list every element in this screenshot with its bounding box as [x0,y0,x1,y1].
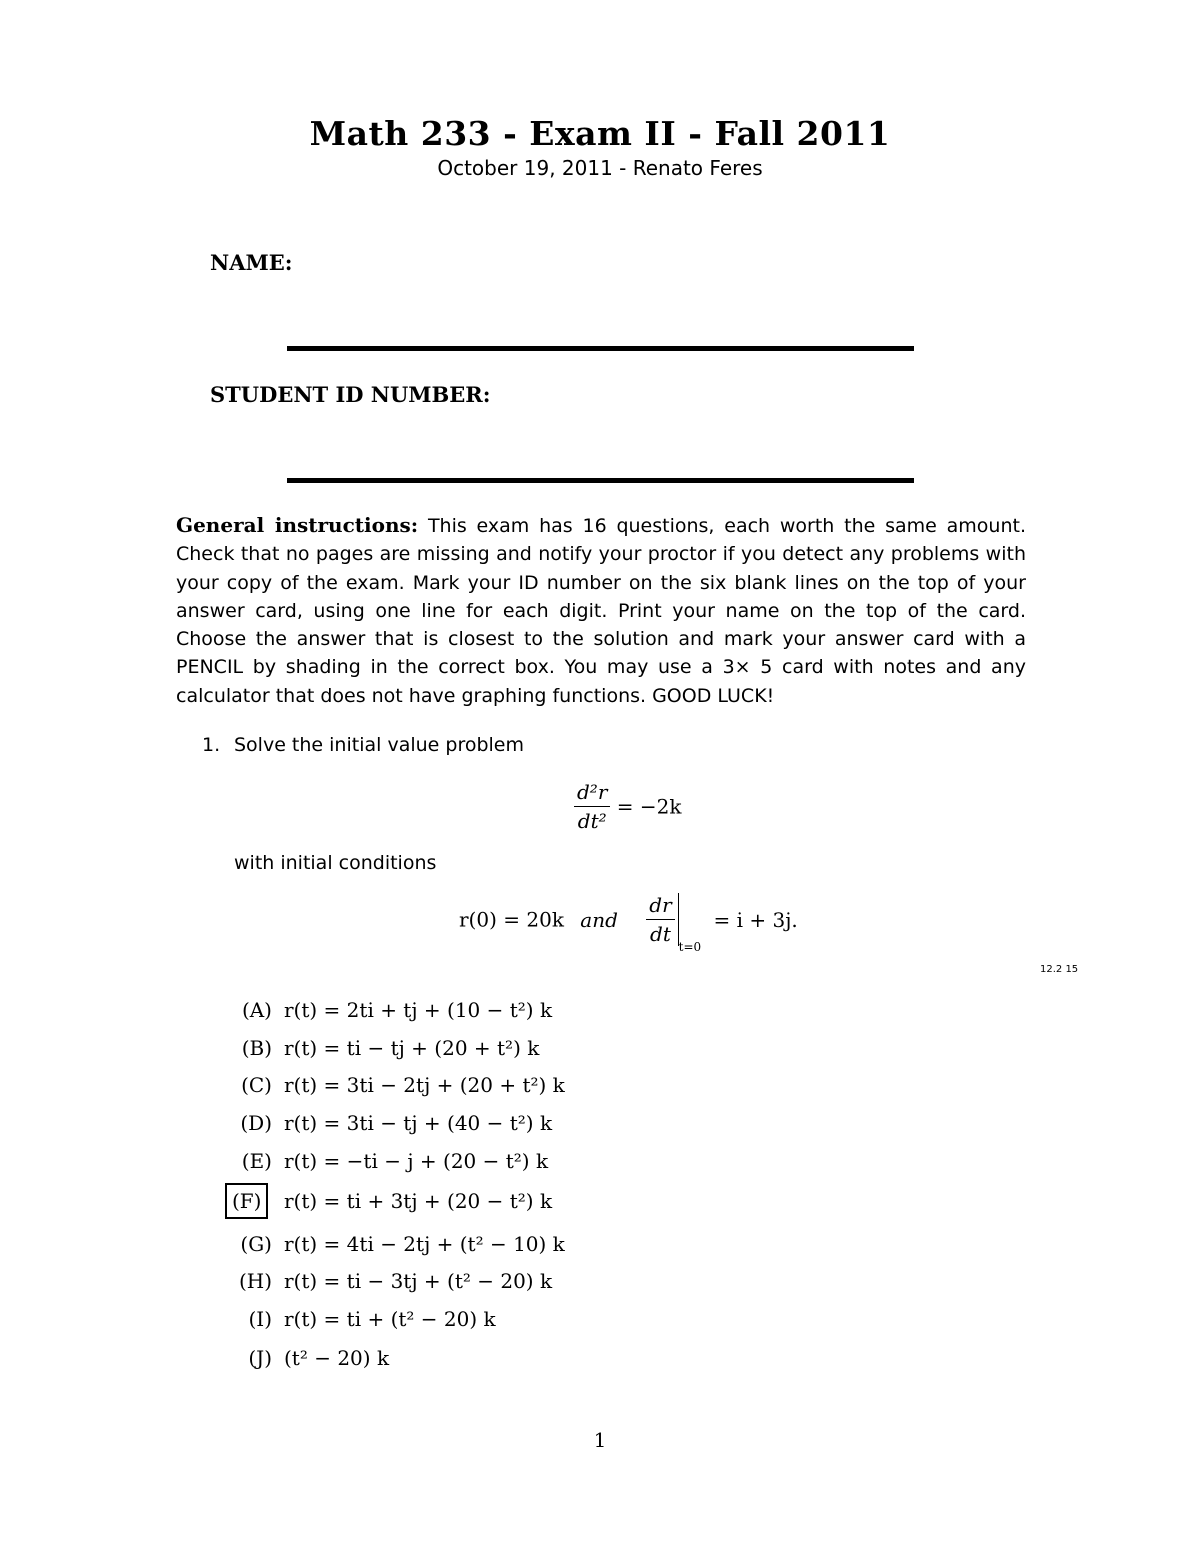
choice-label: (G) [240,1232,272,1256]
choice-text: r(t) = −ti − j + (20 − t²) k [284,1149,549,1173]
choice-label: (J) [248,1346,272,1370]
name-label: NAME: [210,250,293,275]
choice-text: r(t) = ti − tj + (20 + t²) k [284,1036,540,1060]
choice-text: (t² − 20) k [284,1346,390,1370]
instructions-text: This exam has 16 questions, each worth the same amount. Check that no pages are missing and notify your proctor if you detect any problems with your copy of the exam. Mark your ID number on the six blank lines on the top of your answer card, using one line for each digit. Print your name on the top of the card. Choose the answer that is closest to the solution and mark your answer card with a PENCIL by shading in the correct box. You may use a 3× 5 card with notes and any calculator that does not have graphing functions. GOOD LUCK! [176,515,1026,707]
question-number: 1. [202,734,221,756]
choice-label: (A) [241,998,272,1022]
choice-label: (F) [225,1183,268,1219]
choice-text: r(t) = ti − 3tj + (t² − 20) k [284,1269,553,1293]
derivative-fraction [646,893,678,946]
general-instructions [176,511,1026,710]
page-number: 1 [593,1428,607,1452]
choice-label: (H) [238,1269,272,1293]
derivative-eval-point: t=0 [678,940,702,954]
exam-title: Math 233 - Exam II - Fall 2011 [309,114,891,153]
name-line[interactable] [287,346,914,351]
question-reference: 12.2 15 [1040,964,1079,975]
choice-text: r(t) = ti + 3tj + (20 − t²) k [284,1189,553,1213]
choice-label: (E) [241,1149,272,1173]
conditions-text: with initial conditions [234,852,437,874]
derivative-numerator: dr [646,893,674,920]
exam-subtitle: October 19, 2011 - Renato Feres [437,156,763,180]
question-prompt: Solve the initial value problem [234,734,525,756]
choice-text: r(t) = ti + (t² − 20) k [284,1307,496,1331]
choice-text: r(t) = 3ti − 2tj + (20 + t²) k [284,1073,565,1097]
equation-denominator: dt² [577,809,607,833]
choice-label: (D) [240,1111,272,1135]
instructions-heading: General instructions: [176,513,419,537]
choice-label: (C) [241,1073,272,1097]
choice-label: (B) [241,1036,272,1060]
equation-rhs: = −2k [616,794,682,819]
condition-conjunction: and [580,907,618,932]
choice-label: (I) [248,1307,272,1331]
equation-numerator: d²r [574,780,610,807]
student-id-line[interactable] [287,478,914,483]
choice-text: r(t) = 2ti + tj + (10 − t²) k [284,998,553,1022]
condition-position: r(0) = 20k [459,907,564,932]
equation-fraction [574,780,610,833]
choice-text: r(t) = 4ti − 2tj + (t² − 10) k [284,1232,565,1256]
derivative-denominator: dt [650,922,671,946]
choice-text: r(t) = 3ti − tj + (40 − t²) k [284,1111,553,1135]
condition-velocity: = i + 3j. [713,907,798,932]
student-id-label: STUDENT ID NUMBER: [210,382,491,407]
differential-equation [574,780,681,833]
initial-conditions [459,893,798,954]
